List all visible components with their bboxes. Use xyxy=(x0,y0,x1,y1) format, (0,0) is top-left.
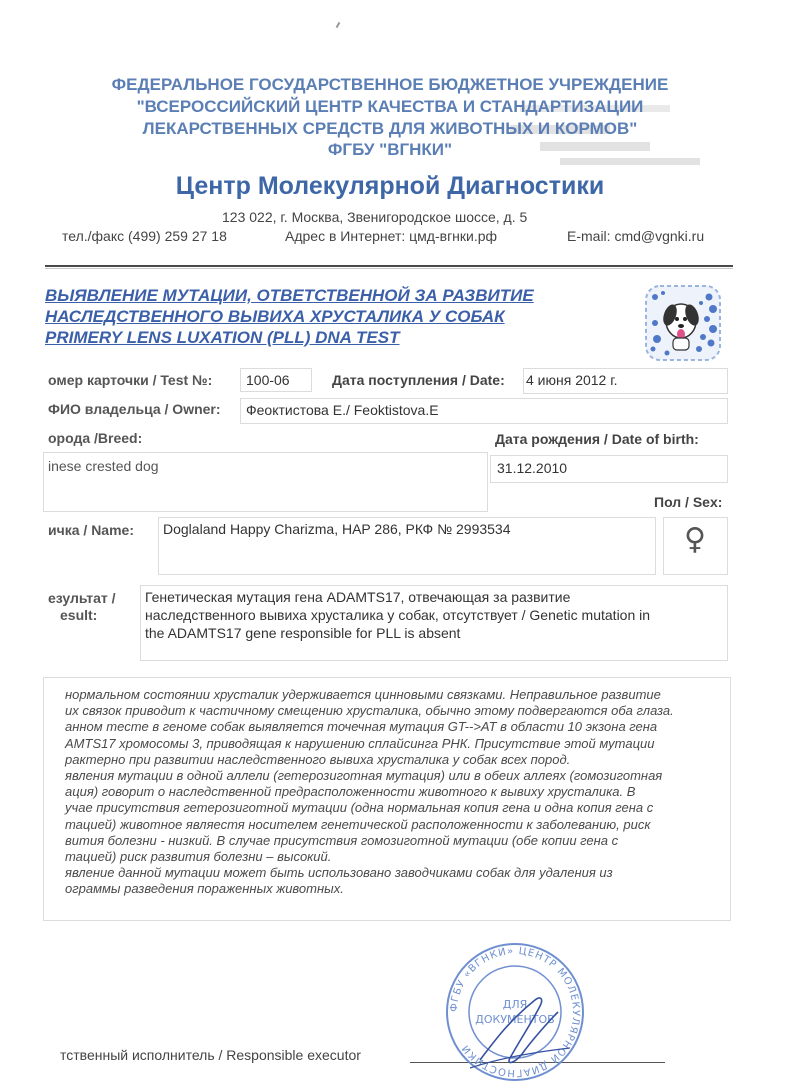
header-divider xyxy=(45,265,733,267)
info-line: нормальном состоянии хрусталик удерживается цинновыми связками. Неправильное развитие xyxy=(65,687,661,702)
postal-address: 123 022, г. Москва, Звенигородское шоссе, д. 5 xyxy=(222,209,528,225)
info-line: тацией) риск развития болезни – высокий. xyxy=(65,849,332,865)
stray-mark xyxy=(336,22,341,28)
date-of-birth-value: 31.12.2010 xyxy=(497,460,568,476)
owner-label: ФИО владельца / Owner: xyxy=(48,401,221,417)
org-name-line-1: ФЕДЕРАЛЬНОЕ ГОСУДАРСТВЕННОЕ БЮДЖЕТНОЕ УЧРЕЖДЕНИЕ xyxy=(111,75,669,94)
info-line: ограммы разведения пораженных животных. xyxy=(65,881,344,897)
svg-text:ДЛЯ: ДЛЯ xyxy=(502,998,528,1011)
result-label-en: esult: xyxy=(60,607,98,623)
org-name-line-2: "ВСЕРОССИЙСКИЙ ЦЕНТР КАЧЕСТВА И СТАНДАРТИЗАЦИИ xyxy=(136,97,644,116)
dog-name-label: ичка / Name: xyxy=(48,522,134,538)
org-abbreviation: ФГБУ "ВГНКИ" xyxy=(327,140,453,159)
info-line: их связок приводит к частичному смещению хрусталика, обычно этому подвергаются оба глаза. xyxy=(65,703,674,719)
org-name-line-3: ЛЕКАРСТВЕННЫХ СРЕДСТВ ДЛЯ ЖИВОТНЫХ И КОРМОВ" xyxy=(142,119,638,138)
info-line: вития болезни - низкий. В случае присутствия гомозиготной мутации (обе копии гена с xyxy=(65,832,619,848)
dog-logo xyxy=(643,283,723,363)
test-number-label: омер карточки / Test №: xyxy=(48,372,213,388)
date-label: Дата поступления / Date: xyxy=(332,372,505,388)
result-line-3: the ADAMTS17 gene responsible for PLL is absent xyxy=(145,625,461,641)
info-line: явления мутации в одной аллели (гетерозиготная мутация) или в обеих аллеях (гомозиготная xyxy=(65,768,663,784)
female-symbol: ♀ xyxy=(684,522,706,557)
date-of-birth-label: Дата рождения / Date of birth: xyxy=(495,431,699,447)
official-stamp xyxy=(440,940,590,1085)
info-line: ация) говорит о наследственной предрасположенности животного к вывиху хрусталика. В xyxy=(65,784,636,800)
info-line: рактерно при развитии наследственного вывиха хрусталика у собак всех пород. xyxy=(65,751,571,767)
info-line: явление данной мутации может быть использовано заводчиками собак для удаления из xyxy=(65,865,613,881)
result-label-ru: езультат / xyxy=(48,590,116,606)
breed-value: inese crested dog xyxy=(48,458,159,474)
owner-value: Феоктистова Е./ Feoktistova.E xyxy=(246,402,439,418)
test-title-line-3: PRIMERY LENS LUXATION (PLL) DNA TEST xyxy=(45,328,400,347)
sex-label: Пол / Sex: xyxy=(654,494,723,510)
info-line: AMTS17 хромосомы 3, приводящая к нарушению сплайсинга РНК. Присутствие этой мутации xyxy=(65,735,655,751)
center-title: Центр Молекулярной Диагностики xyxy=(175,172,605,200)
result-line-2: наследственного вывиха хрусталика у собак, отсутствует / Genetic mutation in xyxy=(145,607,651,623)
responsible-executor-label: тственный исполнитель / Responsible executor xyxy=(60,1047,361,1063)
svg-text:ДОКУМЕНТОВ: ДОКУМЕНТОВ xyxy=(475,1013,555,1026)
test-title-line-1: ВЫЯВЛЕНИЕ МУТАЦИИ, ОТВЕТСТВЕННОЙ ЗА РАЗВИТИЕ xyxy=(45,286,534,305)
header-divider-shadow xyxy=(45,268,733,269)
info-line: анном тесте в геноме собак выявляется точечная мутация GT-->AT в области 10 экзона гена xyxy=(65,719,658,735)
phone-fax: тел./факс (499) 259 27 18 xyxy=(62,228,227,244)
breed-label: орода /Breed: xyxy=(48,430,143,446)
info-line: тацией) животное являестя носителем генетической расположенности к заболеванию, риск xyxy=(65,816,651,832)
date-value: 4 июня 2012 г. xyxy=(526,372,618,388)
result-line-1: Генетическая мутация гена ADAMTS17, отвечающая за развитие xyxy=(145,589,571,605)
info-text xyxy=(65,687,715,898)
svg-text:ФГБУ «ВГНКИ» ЦЕНТР МОЛЕКУЛЯРНО: ФГБУ «ВГНКИ» ЦЕНТР МОЛЕКУЛЯРНОЙ ДИАГНОСТИКИ xyxy=(448,945,582,1079)
test-number-value: 100-06 xyxy=(246,372,290,388)
email-address: E-mail: cmd@vgnki.ru xyxy=(567,228,705,244)
info-line: учае присутствия гетерозиготной мутации (одна нормальная копия гена и одна копия гена с xyxy=(65,800,654,816)
test-title-line-2: НАСЛЕДСТВЕННОГО ВЫВИХА ХРУСТАЛИКА У СОБАК xyxy=(45,307,505,326)
website-address: Адрес в Интернет: цмд-вгнки.рф xyxy=(285,228,498,244)
dog-name-value: Doglaland Happy Charizma, HAP 286, РКФ № 2993534 xyxy=(163,521,511,537)
